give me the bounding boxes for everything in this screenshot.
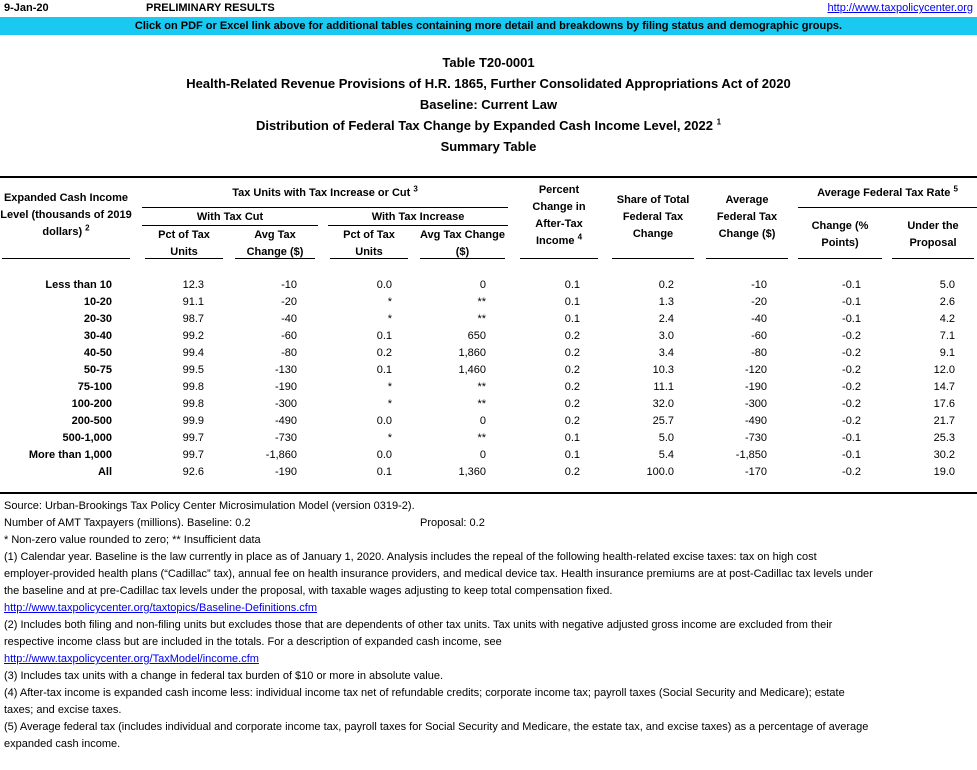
header-rule bbox=[612, 258, 694, 259]
cell-inc-pct: 0.2 bbox=[376, 347, 392, 359]
header-income-level-text: Expanded Cash Income Level (thousands of 2019 dollars) bbox=[0, 192, 132, 238]
baseline-title: Baseline: Current Law bbox=[419, 97, 558, 112]
note-1-line-1: (1) Calendar year. Baseline is the law currently in place as of January 1, 2020. Analysis includes the repeal of the following health-related excise taxes: tax on high cost bbox=[4, 551, 817, 563]
table-title: Health-Related Revenue Provisions of H.R. 1865, Further Consolidated Appropriations Act of 2020 bbox=[186, 76, 791, 91]
distribution-title-text: Distribution of Federal Tax Change by Expanded Cash Income Level, 2022 bbox=[255, 118, 713, 133]
table-id: Table T20-0001 bbox=[442, 55, 535, 70]
legend-note: * Non-zero value rounded to zero; ** Insufficient data bbox=[4, 534, 261, 546]
cell-rate-under: 12.0 bbox=[933, 364, 955, 376]
header-pct-after-tax-text: Percent Change in After-Tax Income bbox=[532, 184, 586, 247]
row-income-label: 100-200 bbox=[71, 398, 112, 410]
note-5-line-2: expanded cash income. bbox=[4, 738, 121, 750]
cell-inc-pct: 0.0 bbox=[376, 415, 392, 427]
cell-rate-under: 7.1 bbox=[939, 330, 955, 342]
cell-share: 10.3 bbox=[652, 364, 674, 376]
row-income-label: 500-1,000 bbox=[62, 432, 112, 444]
cell-inc-pct: * bbox=[387, 398, 392, 410]
header-rule bbox=[145, 258, 223, 259]
cell-cut-avg: -10 bbox=[281, 279, 297, 291]
cell-rate-under: 21.7 bbox=[933, 415, 955, 427]
cell-rate-under: 25.3 bbox=[933, 432, 955, 444]
cell-cut-pct: 99.7 bbox=[182, 449, 204, 461]
cell-avg-change: -730 bbox=[744, 432, 767, 444]
cell-inc-avg: 1,460 bbox=[458, 364, 486, 376]
header-cut-avg-change: Avg Tax Change ($) bbox=[246, 229, 304, 258]
cell-cut-avg: -190 bbox=[274, 381, 297, 393]
cell-avg-change: -20 bbox=[751, 296, 767, 308]
row-income-label: 10-20 bbox=[83, 296, 112, 308]
note-2-line-2: respective income class but are included in the totals. For a description of expanded cash income, see bbox=[4, 636, 502, 648]
cell-pct-ati: 0.2 bbox=[564, 466, 580, 478]
header-rule bbox=[142, 207, 508, 208]
cell-avg-change: -40 bbox=[751, 313, 767, 325]
cell-inc-avg: ** bbox=[477, 381, 486, 393]
cell-avg-change: -60 bbox=[751, 330, 767, 342]
note-5-line-1: (5) Average federal tax (includes individual and corporate income tax, payroll taxes for Social Security and Medicare, the estate tax, and excise taxes) as a percentage of average bbox=[4, 721, 869, 733]
cell-cut-avg: -490 bbox=[274, 415, 297, 427]
header-rule bbox=[706, 258, 788, 259]
cell-inc-avg: 0 bbox=[479, 415, 486, 427]
cell-inc-avg: 650 bbox=[467, 330, 486, 342]
row-income-label: 200-500 bbox=[71, 415, 112, 427]
header-rule bbox=[142, 225, 318, 226]
header-rule bbox=[420, 258, 505, 259]
row-income-label: 20-30 bbox=[83, 313, 112, 325]
footnote-ref: 2 bbox=[85, 223, 90, 233]
header-rule bbox=[330, 258, 408, 259]
header-inc-pct-units: Pct of Tax Units bbox=[343, 229, 395, 258]
row-income-label: Less than 10 bbox=[45, 279, 112, 291]
cell-rate-under: 2.6 bbox=[939, 296, 955, 308]
cell-pct-ati: 0.2 bbox=[564, 330, 580, 342]
note-1-line-3: the baseline and at pre-Cadillac tax levels under the proposal, with taxable wages adjusting to keep total compensation fixed. bbox=[4, 585, 613, 597]
cell-share: 100.0 bbox=[646, 466, 674, 478]
header-rule bbox=[520, 258, 598, 259]
cell-cut-pct: 99.5 bbox=[182, 364, 204, 376]
cell-rate-change: -0.1 bbox=[842, 279, 861, 291]
cell-pct-ati: 0.2 bbox=[564, 347, 580, 359]
cell-cut-avg: -730 bbox=[274, 432, 297, 444]
header-avg-rate-group-text: Average Federal Tax Rate bbox=[817, 187, 951, 199]
cell-inc-avg: 0 bbox=[479, 279, 486, 291]
cell-share: 3.4 bbox=[658, 347, 674, 359]
header-avg-rate-group bbox=[798, 185, 977, 202]
tpc-site-link[interactable]: http://www.taxpolicycenter.org bbox=[827, 2, 973, 14]
cell-rate-under: 19.0 bbox=[933, 466, 955, 478]
cell-pct-ati: 0.1 bbox=[564, 449, 580, 461]
header-rule bbox=[328, 225, 508, 226]
cell-cut-pct: 91.1 bbox=[182, 296, 204, 308]
note-2-line-1: (2) Includes both filing and non-filing units but excludes those that are dependents of other tax units. Tax units with negative adjusted gross income are excluded from their bbox=[4, 619, 833, 631]
cell-avg-change: -10 bbox=[751, 279, 767, 291]
note-2-link-row bbox=[4, 653, 259, 665]
cell-rate-change: -0.1 bbox=[842, 296, 861, 308]
cell-pct-ati: 0.2 bbox=[564, 381, 580, 393]
row-income-label: 40-50 bbox=[83, 347, 112, 359]
header-top-rule bbox=[0, 176, 977, 178]
cell-cut-avg: -40 bbox=[281, 313, 297, 325]
cell-rate-change: -0.1 bbox=[842, 313, 861, 325]
cell-pct-ati: 0.1 bbox=[564, 432, 580, 444]
cell-rate-change: -0.1 bbox=[842, 432, 861, 444]
note-3: (3) Includes tax units with a change in federal tax burden of $10 or more in absolute value. bbox=[4, 670, 444, 682]
header-rule bbox=[798, 207, 977, 208]
cell-inc-pct: 0.0 bbox=[376, 279, 392, 291]
note-1-link-row bbox=[4, 602, 317, 614]
baseline-definitions-link[interactable]: http://www.taxpolicycenter.org/taxtopics/Baseline-Definitions.cfm bbox=[4, 602, 318, 614]
cell-cut-pct: 99.2 bbox=[182, 330, 204, 342]
cell-pct-ati: 0.1 bbox=[564, 279, 580, 291]
cell-avg-change: -80 bbox=[751, 347, 767, 359]
source-note: Source: Urban-Brookings Tax Policy Center Microsimulation Model (version 0319-2). bbox=[4, 500, 415, 512]
cell-rate-change: -0.2 bbox=[842, 415, 861, 427]
cell-cut-avg: -1,860 bbox=[265, 449, 297, 461]
cell-inc-avg: ** bbox=[477, 432, 486, 444]
cell-pct-ati: 0.1 bbox=[564, 313, 580, 325]
cell-share: 2.4 bbox=[658, 313, 674, 325]
cell-rate-under: 5.0 bbox=[939, 279, 955, 291]
cell-inc-pct: * bbox=[387, 381, 392, 393]
cell-pct-ati: 0.2 bbox=[564, 364, 580, 376]
cell-inc-pct: 0.1 bbox=[376, 330, 392, 342]
cell-inc-pct: * bbox=[387, 313, 392, 325]
footnote-ref: 1 bbox=[716, 117, 722, 127]
header-inc-avg-change: Avg Tax Change ($) bbox=[420, 229, 505, 258]
cell-share: 11.1 bbox=[653, 381, 674, 393]
cell-rate-change: -0.2 bbox=[842, 347, 861, 359]
cell-cut-pct: 99.8 bbox=[182, 398, 204, 410]
row-income-label: All bbox=[97, 466, 112, 478]
cell-cut-pct: 99.8 bbox=[182, 381, 204, 393]
cell-cut-pct: 99.4 bbox=[182, 347, 204, 359]
cell-cut-avg: -300 bbox=[274, 398, 297, 410]
cell-inc-avg: ** bbox=[477, 398, 486, 410]
cell-share: 3.0 bbox=[658, 330, 674, 342]
preliminary-results-label: PRELIMINARY RESULTS bbox=[146, 2, 275, 14]
cell-rate-change: -0.2 bbox=[842, 330, 861, 342]
cell-avg-change: -490 bbox=[744, 415, 767, 427]
cell-share: 5.4 bbox=[658, 449, 674, 461]
header-pct-after-tax bbox=[520, 182, 598, 250]
row-income-label: 50-75 bbox=[83, 364, 112, 376]
row-income-label: More than 1,000 bbox=[28, 449, 112, 461]
cell-rate-under: 4.2 bbox=[939, 313, 955, 325]
cell-inc-pct: * bbox=[387, 432, 392, 444]
amt-proposal-note: Proposal: 0.2 bbox=[420, 517, 485, 529]
header-cut-pct-units: Pct of Tax Units bbox=[158, 229, 210, 258]
footnote-ref: 4 bbox=[577, 232, 583, 242]
info-banner: Click on PDF or Excel link above for additional tables containing more detail and breakdowns by filing status and demographic groups. bbox=[0, 17, 977, 35]
cell-pct-ati: 0.2 bbox=[564, 415, 580, 427]
header-rate-under: Under the Proposal bbox=[907, 220, 959, 249]
cell-rate-change: -0.2 bbox=[842, 364, 861, 376]
header-rule bbox=[235, 258, 315, 259]
cell-cut-avg: -190 bbox=[274, 466, 297, 478]
cell-avg-change: -300 bbox=[744, 398, 767, 410]
header-with-tax-increase: With Tax Increase bbox=[371, 211, 465, 223]
cell-share: 0.2 bbox=[658, 279, 674, 291]
summary-title: Summary Table bbox=[440, 139, 537, 154]
note-1-line-2: employer-provided health plans (“Cadillac” tax), annual fee on health insurance providers, and medical device tax. Health insurance premiums are at post-Cadillac tax levels under bbox=[4, 568, 873, 580]
row-income-label: 75-100 bbox=[77, 381, 112, 393]
distribution-title bbox=[0, 118, 977, 133]
header-rate-change: Change (% Points) bbox=[811, 220, 869, 249]
cell-inc-avg: ** bbox=[477, 296, 486, 308]
header-rule bbox=[892, 258, 974, 259]
cell-rate-change: -0.2 bbox=[842, 466, 861, 478]
cell-rate-change: -0.2 bbox=[842, 381, 861, 393]
cell-cut-avg: -80 bbox=[281, 347, 297, 359]
cell-avg-change: -190 bbox=[744, 381, 767, 393]
cell-inc-avg: 1,860 bbox=[458, 347, 486, 359]
header-rule bbox=[2, 258, 130, 259]
cell-cut-avg: -60 bbox=[281, 330, 297, 342]
cell-inc-pct: 0.1 bbox=[376, 466, 392, 478]
footnote-ref: 5 bbox=[953, 184, 958, 194]
footnote-ref: 3 bbox=[413, 184, 418, 194]
cell-pct-ati: 0.1 bbox=[564, 296, 580, 308]
cell-cut-pct: 99.7 bbox=[182, 432, 204, 444]
header-share-total: Share of Total Federal Tax Change bbox=[616, 194, 690, 240]
header-rule bbox=[798, 258, 882, 259]
cell-rate-under: 9.1 bbox=[939, 347, 955, 359]
income-definition-link[interactable]: http://www.taxpolicycenter.org/TaxModel/income.cfm bbox=[4, 653, 259, 665]
cell-inc-pct: * bbox=[387, 296, 392, 308]
note-4-line-2: taxes; and excise taxes. bbox=[4, 704, 122, 716]
cell-avg-change: -170 bbox=[744, 466, 767, 478]
amt-baseline-note: Number of AMT Taxpayers (millions). Baseline: 0.2 bbox=[4, 517, 251, 529]
cell-rate-under: 14.7 bbox=[933, 381, 955, 393]
cell-inc-avg: 1,360 bbox=[458, 466, 486, 478]
cell-inc-pct: 0.1 bbox=[376, 364, 392, 376]
cell-inc-avg: ** bbox=[477, 313, 486, 325]
cell-cut-avg: -130 bbox=[274, 364, 297, 376]
cell-cut-avg: -20 bbox=[281, 296, 297, 308]
cell-share: 32.0 bbox=[652, 398, 674, 410]
cell-cut-pct: 12.3 bbox=[182, 279, 204, 291]
cell-rate-under: 17.6 bbox=[933, 398, 955, 410]
header-with-tax-cut: With Tax Cut bbox=[196, 211, 264, 223]
row-income-label: 30-40 bbox=[83, 330, 112, 342]
cell-avg-change: -120 bbox=[744, 364, 767, 376]
table-bottom-rule bbox=[0, 492, 977, 494]
note-4-line-1: (4) After-tax income is expanded cash income less: individual income tax net of refundable credits; corporate income tax; payroll taxes (Social Security and Medicare); estate bbox=[4, 687, 845, 699]
cell-share: 1.3 bbox=[658, 296, 674, 308]
header-avg-federal-change: Average Federal Tax Change ($) bbox=[716, 194, 778, 240]
report-date: 9-Jan-20 bbox=[4, 2, 49, 14]
cell-rate-under: 30.2 bbox=[933, 449, 955, 461]
cell-avg-change: -1,850 bbox=[735, 449, 767, 461]
cell-rate-change: -0.2 bbox=[842, 398, 861, 410]
header-income-level bbox=[0, 190, 132, 241]
cell-inc-pct: 0.0 bbox=[376, 449, 392, 461]
cell-share: 5.0 bbox=[658, 432, 674, 444]
cell-cut-pct: 92.6 bbox=[182, 466, 204, 478]
header-tax-units-group-text: Tax Units with Tax Increase or Cut bbox=[232, 187, 411, 199]
cell-cut-pct: 98.7 bbox=[182, 313, 204, 325]
cell-share: 25.7 bbox=[652, 415, 674, 427]
cell-inc-avg: 0 bbox=[479, 449, 486, 461]
cell-rate-change: -0.1 bbox=[842, 449, 861, 461]
cell-pct-ati: 0.2 bbox=[564, 398, 580, 410]
header-tax-units-group bbox=[142, 185, 508, 202]
cell-cut-pct: 99.9 bbox=[182, 415, 204, 427]
